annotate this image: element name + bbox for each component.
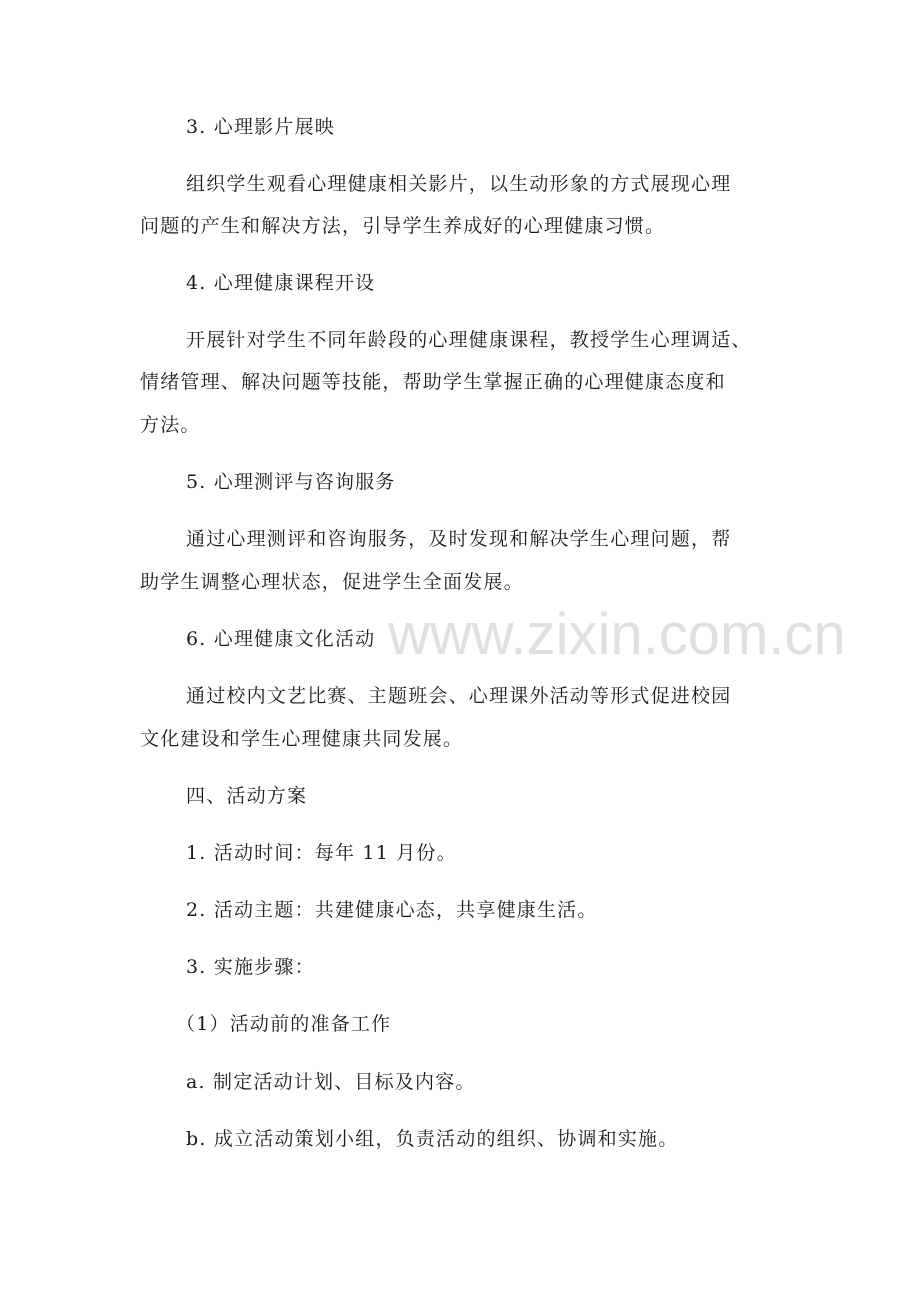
heading-4: 4. 心理健康课程开设 bbox=[186, 272, 376, 294]
item-3: 3. 实施步骤： bbox=[186, 956, 315, 978]
heading-3: 3. 心理影片展映 bbox=[186, 116, 335, 138]
paragraph-6-line-1: 通过校内文艺比赛、主题班会、心理课外活动等形式促进校园 bbox=[186, 685, 732, 707]
heading-6: 6. 心理健康文化活动 bbox=[186, 628, 376, 650]
paragraph-3-line-2: 问题的产生和解决方法，引导学生养成好的心理健康习惯。 bbox=[140, 215, 666, 237]
paragraph-4-line-1: 开展针对学生不同年龄段的心理健康课程，教授学生心理调适、 bbox=[186, 329, 752, 351]
paragraph-5-line-2: 助学生调整心理状态，促进学生全面发展。 bbox=[140, 571, 524, 593]
paragraph-4-line-3: 方法。 bbox=[140, 414, 201, 436]
sub-heading-1: （1）活动前的准备工作 bbox=[176, 1013, 392, 1035]
item-a: a. 制定活动计划、目标及内容。 bbox=[186, 1071, 476, 1093]
paragraph-5-line-1: 通过心理测评和咨询服务，及时发现和解决学生心理问题，帮 bbox=[186, 528, 732, 550]
paragraph-3-line-1: 组织学生观看心理健康相关影片，以生动形象的方式展现心理 bbox=[186, 173, 732, 195]
paragraph-6-line-2: 文化建设和学生心理健康共同发展。 bbox=[140, 728, 464, 750]
item-2: 2. 活动主题：共建健康心态，共享健康生活。 bbox=[186, 899, 598, 921]
item-1: 1. 活动时间：每年 11 月份。 bbox=[186, 842, 457, 864]
heading-5: 5. 心理测评与咨询服务 bbox=[186, 471, 396, 493]
paragraph-4-line-2: 情绪管理、解决问题等技能，帮助学生掌握正确的心理健康态度和 bbox=[140, 371, 726, 393]
item-b: b. 成立活动策划小组，负责活动的组织、协调和实施。 bbox=[186, 1128, 679, 1150]
section-heading-4: 四、活动方案 bbox=[186, 785, 308, 807]
watermark: www.zixin.com.cn bbox=[388, 602, 846, 667]
